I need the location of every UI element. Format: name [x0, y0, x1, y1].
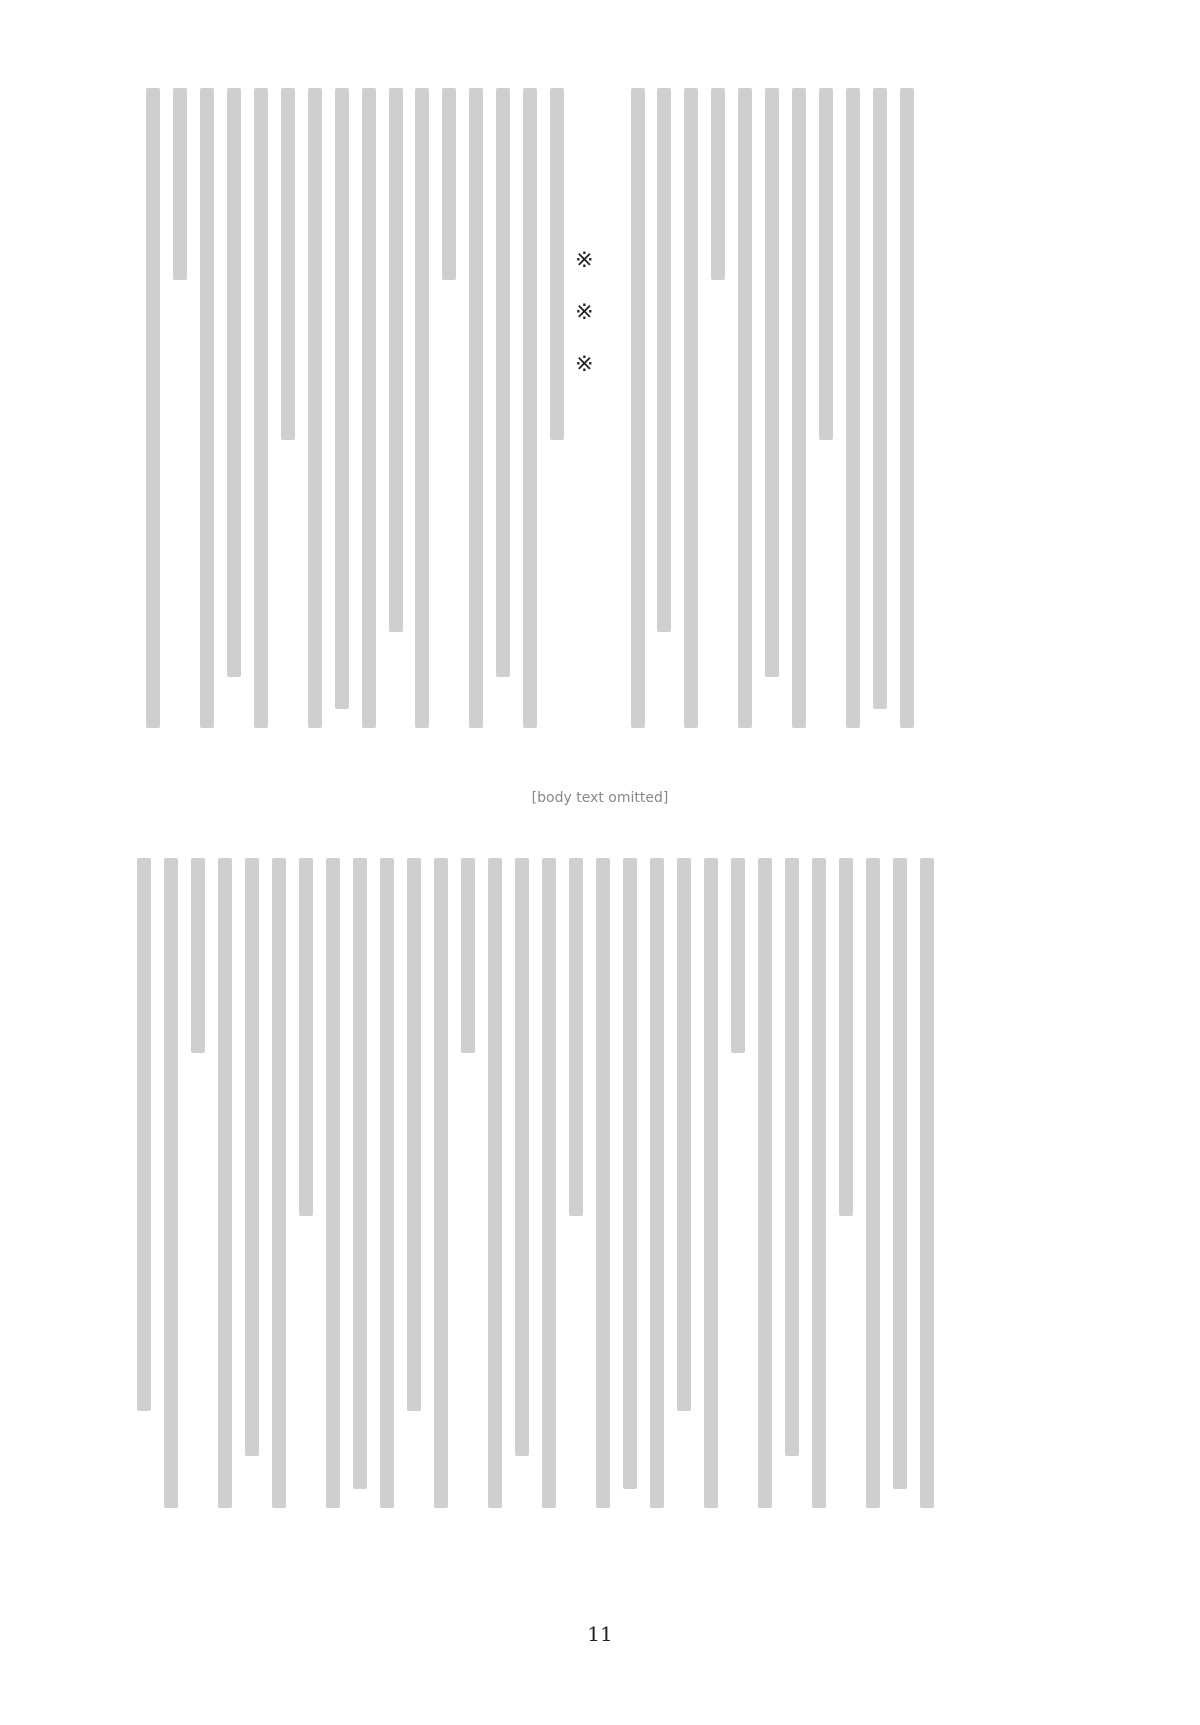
text-line-placeholder — [200, 88, 214, 728]
text-line-placeholder — [866, 858, 880, 1508]
text-line-placeholder — [900, 88, 914, 728]
text-line-placeholder — [281, 88, 295, 440]
text-line-placeholder — [218, 858, 232, 1508]
text-line-placeholder — [335, 88, 349, 709]
text-line-placeholder — [353, 858, 367, 1489]
text-line-placeholder — [711, 88, 725, 280]
text-line-placeholder — [380, 858, 394, 1508]
text-line-placeholder — [812, 858, 826, 1508]
text-line-placeholder — [137, 858, 151, 1411]
text-line-placeholder — [893, 858, 907, 1489]
text-line-placeholder — [731, 858, 745, 1053]
text-line-placeholder — [496, 88, 510, 677]
text-line-placeholder — [542, 858, 556, 1508]
text-line-placeholder — [434, 858, 448, 1508]
text-line-placeholder — [415, 88, 429, 728]
page-number: 11 — [587, 1622, 613, 1646]
text-line-placeholder — [146, 88, 160, 728]
text-line-placeholder — [704, 858, 718, 1508]
text-line-placeholder — [523, 88, 537, 728]
text-line-placeholder — [765, 88, 779, 677]
text-line-placeholder — [173, 88, 187, 280]
scene-break: ※ ※ ※ — [571, 248, 597, 387]
text-line-placeholder — [488, 858, 502, 1508]
text-line-placeholder — [308, 88, 322, 728]
upper-text-block — [140, 88, 920, 748]
text-line-placeholder — [227, 88, 241, 677]
text-line-placeholder — [362, 88, 376, 728]
text-line-placeholder — [164, 858, 178, 1508]
text-line-placeholder — [469, 88, 483, 728]
lower-text-block — [130, 858, 940, 1518]
text-line-placeholder — [650, 858, 664, 1508]
text-line-placeholder — [623, 858, 637, 1489]
text-line-placeholder — [515, 858, 529, 1456]
text-line-placeholder — [631, 88, 645, 728]
text-line-placeholder — [407, 858, 421, 1411]
text-line-placeholder — [684, 88, 698, 728]
text-line-placeholder — [677, 858, 691, 1411]
text-line-placeholder — [657, 88, 671, 632]
text-line-placeholder — [569, 858, 583, 1216]
text-line-placeholder — [326, 858, 340, 1508]
text-line-placeholder — [846, 88, 860, 728]
text-line-placeholder — [389, 88, 403, 632]
text-line-placeholder — [738, 88, 752, 728]
text-line-placeholder — [254, 88, 268, 728]
text-line-placeholder — [272, 858, 286, 1508]
text-line-placeholder — [461, 858, 475, 1053]
text-line-placeholder — [442, 88, 456, 280]
omitted-text-notice: [body text omitted] — [531, 790, 669, 806]
text-line-placeholder — [245, 858, 259, 1456]
text-line-placeholder — [191, 858, 205, 1053]
text-line-placeholder — [819, 88, 833, 440]
text-line-placeholder — [299, 858, 313, 1216]
text-line-placeholder — [920, 858, 934, 1508]
text-line-placeholder — [785, 858, 799, 1456]
text-line-placeholder — [596, 858, 610, 1508]
text-line-placeholder — [839, 858, 853, 1216]
text-line-placeholder — [873, 88, 887, 709]
text-line-placeholder — [550, 88, 564, 440]
text-line-placeholder — [792, 88, 806, 728]
text-line-placeholder — [758, 858, 772, 1508]
